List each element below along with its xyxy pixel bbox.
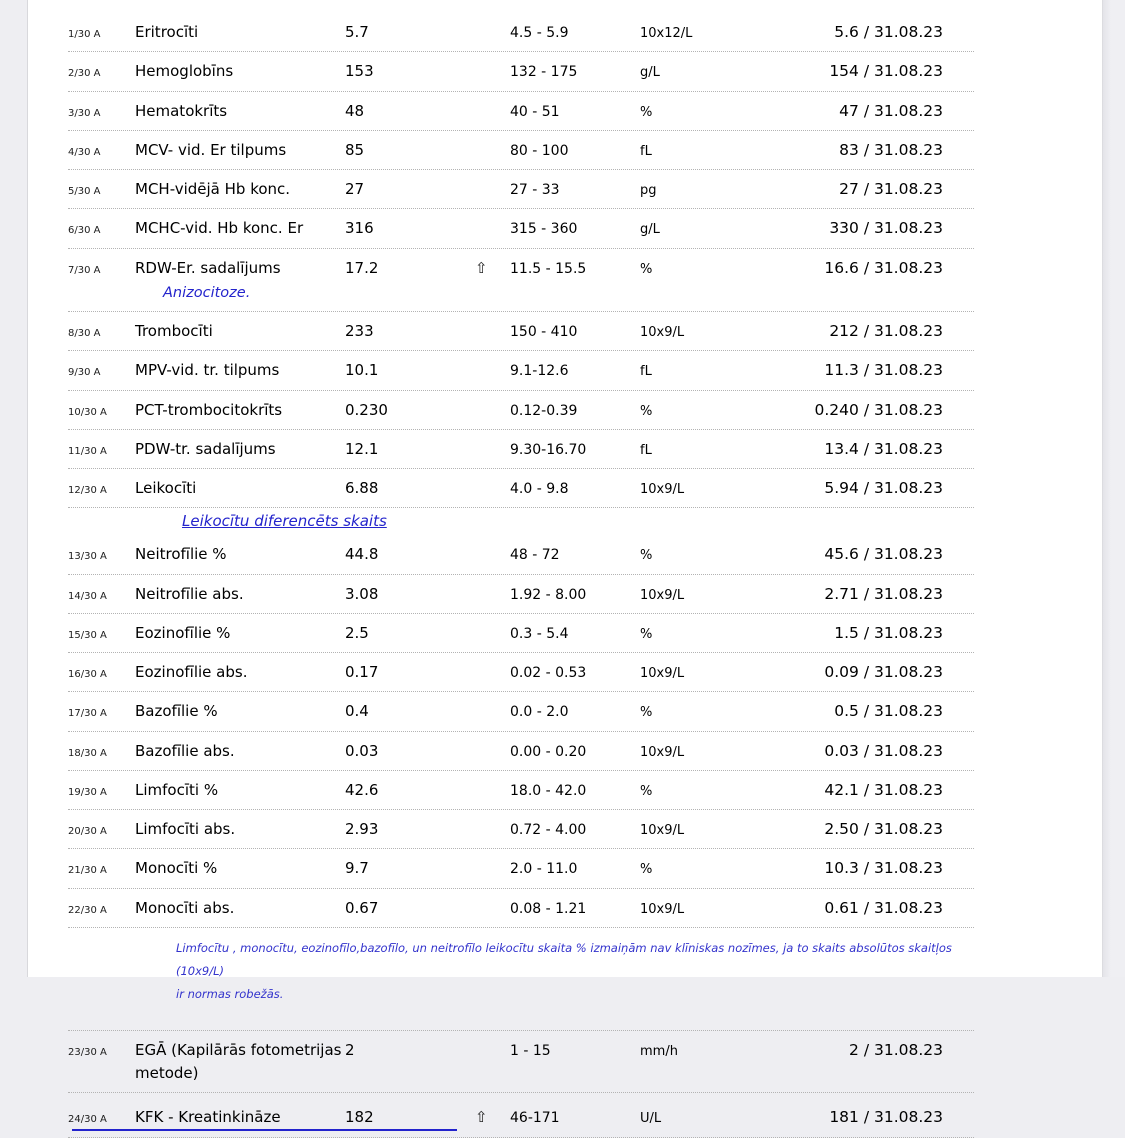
- test-name: [135, 21, 345, 44]
- result-row[interactable]: [68, 92, 974, 131]
- result-value: 5.7: [345, 23, 369, 41]
- row-number: 4/30 A: [68, 146, 101, 158]
- test-name: [135, 583, 345, 606]
- result-row[interactable]: [68, 312, 974, 351]
- row-number: 12/30 A: [68, 485, 107, 497]
- row-number: 21/30 A: [68, 865, 107, 877]
- result-value: 12.1: [345, 439, 379, 458]
- previous-result: 5.94 / 31.08.23: [824, 479, 943, 498]
- result-row[interactable]: [68, 771, 974, 810]
- units: %: [640, 783, 653, 799]
- result-row[interactable]: [68, 692, 974, 731]
- reference-range: 9.30-16.70: [510, 441, 587, 458]
- reference-range: 27 - 33: [510, 182, 560, 198]
- result-row[interactable]: [68, 810, 974, 849]
- result-row[interactable]: [68, 131, 974, 170]
- section-link[interactable]: Leikocītu diferencēts skaits: [182, 512, 387, 531]
- comment-note-line: ir normas robežās.: [176, 986, 284, 1001]
- result-row[interactable]: [68, 535, 974, 574]
- units: pg: [640, 183, 657, 198]
- units: %: [640, 403, 653, 419]
- result-row[interactable]: [68, 170, 974, 209]
- previous-result: 42.1 / 31.08.23: [824, 780, 943, 799]
- reference-range: 80 - 100: [510, 142, 569, 159]
- units: 10x9/L: [640, 901, 685, 917]
- test-name-text: MCH-vidējā Hb konc.: [135, 180, 291, 198]
- test-name-text: PCT-trombocitokrīts: [135, 400, 283, 419]
- up-arrow-icon: ⇧: [475, 258, 488, 277]
- result-row[interactable]: [68, 249, 974, 313]
- row-number: 5/30 A: [68, 186, 101, 197]
- previous-result: 2 / 31.08.23: [849, 1040, 943, 1059]
- test-name: [135, 779, 345, 802]
- test-name: [135, 622, 345, 645]
- row-number: 7/30 A: [68, 264, 101, 276]
- row-number: 17/30 A: [68, 708, 107, 720]
- reference-range: 46-171: [510, 1110, 560, 1127]
- previous-result: 10.3 / 31.08.23: [824, 859, 943, 878]
- flag-cell: [475, 1108, 510, 1126]
- reference-range: 1.92 - 8.00: [510, 586, 587, 603]
- test-name-text: Monocīti abs.: [135, 898, 235, 917]
- test-name: [135, 543, 345, 566]
- test-name: [135, 661, 345, 684]
- units: g/L: [640, 65, 660, 81]
- reference-range: 18.0 - 42.0: [510, 782, 587, 799]
- previous-result: 2.71 / 31.08.23: [824, 584, 943, 603]
- test-name-text: EGĀ (Kapilārās fotometrijas metode): [135, 1040, 342, 1083]
- previous-result: 212 / 31.08.23: [829, 322, 943, 341]
- result-row[interactable]: [68, 351, 974, 390]
- result-row[interactable]: [68, 1098, 974, 1137]
- row-number: 11/30 A: [68, 445, 107, 457]
- units: 10x12/L: [640, 26, 693, 41]
- reference-range: 0.12-0.39: [510, 402, 578, 419]
- test-name: [135, 320, 345, 343]
- test-name: [135, 897, 345, 920]
- test-name: [135, 477, 345, 500]
- test-name-text: Leikocīti: [135, 479, 197, 498]
- comment-note: [68, 928, 974, 1031]
- units: U/L: [640, 1111, 662, 1127]
- previous-result: 16.6 / 31.08.23: [824, 258, 943, 277]
- row-number: 8/30 A: [68, 328, 101, 340]
- units: 10x9/L: [640, 587, 685, 603]
- reference-range: 40 - 51: [510, 103, 560, 120]
- result-value: 182: [345, 1108, 374, 1127]
- up-arrow-icon: ⇧: [475, 1108, 488, 1127]
- test-name: [135, 217, 345, 240]
- reference-range: 2.0 - 11.0: [510, 861, 578, 878]
- reference-range: 315 - 360: [510, 221, 578, 238]
- row-number: 22/30 A: [68, 904, 107, 916]
- result-value: 233: [345, 322, 374, 341]
- units: 10x9/L: [640, 744, 685, 760]
- units: %: [640, 705, 653, 721]
- result-row[interactable]: [68, 889, 974, 928]
- test-name-text: Eritrocīti: [135, 23, 199, 41]
- reference-range: 48 - 72: [510, 547, 560, 564]
- result-row[interactable]: [68, 430, 974, 469]
- test-name-text: Hematokrīts: [135, 101, 228, 120]
- result-row[interactable]: [68, 614, 974, 653]
- result-value: 17.2: [345, 258, 379, 277]
- row-number: 18/30 A: [68, 747, 107, 759]
- row-number: 6/30 A: [68, 225, 101, 237]
- results-list: [68, 0, 974, 1138]
- reference-range: 1 - 15: [510, 1042, 551, 1059]
- previous-result: 45.6 / 31.08.23: [824, 545, 943, 564]
- result-value: 2: [345, 1040, 355, 1059]
- test-name-text: Limfocīti %: [135, 780, 219, 799]
- previous-result: 0.61 / 31.08.23: [824, 898, 943, 917]
- row-number: 15/30 A: [68, 629, 107, 641]
- row-number: 20/30 A: [68, 826, 107, 838]
- result-value: 0.17: [345, 663, 379, 682]
- result-value: 2.93: [345, 820, 379, 839]
- result-row[interactable]: [68, 469, 974, 508]
- reference-range: 0.3 - 5.4: [510, 625, 569, 642]
- reference-range: 0.00 - 0.20: [510, 743, 587, 760]
- result-row[interactable]: [68, 732, 974, 771]
- previous-result: 154 / 31.08.23: [829, 62, 943, 81]
- section-link-wrap: [68, 508, 974, 535]
- previous-result: 27 / 31.08.23: [839, 180, 943, 198]
- test-name: [135, 100, 345, 123]
- test-name-text: Neitrofīlie abs.: [135, 584, 244, 603]
- test-name-text: MCV- vid. Er tilpums: [135, 140, 287, 159]
- reference-range: 0.02 - 0.53: [510, 665, 587, 682]
- previous-result: 0.240 / 31.08.23: [814, 400, 943, 419]
- row-underline: [72, 1129, 457, 1131]
- reference-range: 9.1-12.6: [510, 363, 569, 380]
- test-name-text: MPV-vid. tr. tilpums: [135, 361, 280, 380]
- result-value: 2.5: [345, 623, 369, 642]
- test-name: [135, 818, 345, 841]
- units: %: [640, 626, 653, 642]
- previous-result: 83 / 31.08.23: [839, 140, 943, 159]
- test-name: [135, 740, 345, 763]
- result-row[interactable]: [68, 849, 974, 888]
- test-name-text: Eozinofīlie %: [135, 623, 231, 642]
- test-name-text: Bazofīlie %: [135, 702, 218, 721]
- reference-range: 4.5 - 5.9: [510, 25, 569, 41]
- test-name-text: Eozinofīlie abs.: [135, 663, 248, 682]
- test-name: [135, 139, 345, 162]
- comment-note-line: Limfocītu , monocītu, eozinofīlo,bazofīlo, un neitrofīlo leikocītu skaita % izmaiņām nav klīniskas nozīmes, ja to skaits absolūtos skaitļos (10x9/L): [176, 940, 952, 978]
- units: fL: [640, 364, 652, 380]
- test-name: [135, 178, 345, 201]
- row-number: 16/30 A: [68, 669, 107, 681]
- right-scroll-gutter[interactable]: [1102, 0, 1125, 977]
- previous-result: 0.09 / 31.08.23: [824, 663, 943, 682]
- previous-result: 11.3 / 31.08.23: [824, 361, 943, 380]
- row-number: 24/30 A: [68, 1114, 107, 1126]
- lab-results-page: [28, 0, 1103, 1127]
- previous-result: 5.6 / 31.08.23: [834, 23, 943, 41]
- result-value: 10.1: [345, 361, 379, 380]
- test-name: [135, 60, 345, 83]
- test-name-text: Hemoglobīns: [135, 62, 234, 81]
- result-value: 9.7: [345, 859, 369, 878]
- test-name: [135, 1039, 345, 1086]
- units: fL: [640, 442, 652, 458]
- row-number: 19/30 A: [68, 786, 107, 798]
- row-number: 23/30 A: [68, 1046, 107, 1058]
- result-comment: Anizocitoze.: [163, 284, 251, 301]
- units: fL: [640, 143, 652, 159]
- test-name: [135, 438, 345, 461]
- test-name: [135, 359, 345, 382]
- result-value: 0.230: [345, 400, 388, 419]
- reference-range: 0.72 - 4.00: [510, 822, 587, 839]
- units: 10x9/L: [640, 482, 685, 498]
- result-value: 48: [345, 101, 365, 120]
- result-row[interactable]: [68, 575, 974, 614]
- test-name-text: Bazofīlie abs.: [135, 741, 235, 760]
- reference-range: 150 - 410: [510, 324, 578, 341]
- reference-range: 0.0 - 2.0: [510, 704, 569, 721]
- result-row[interactable]: [68, 13, 974, 52]
- result-row[interactable]: [68, 1031, 974, 1094]
- test-name: [135, 399, 345, 422]
- row-number: 9/30 A: [68, 367, 101, 379]
- result-row[interactable]: [68, 653, 974, 692]
- previous-result: 13.4 / 31.08.23: [824, 439, 943, 458]
- units: %: [640, 104, 653, 120]
- row-number: 2/30 A: [68, 68, 101, 80]
- test-name-text: Neitrofīlie %: [135, 545, 227, 564]
- units: %: [640, 261, 653, 277]
- result-value: 0.03: [345, 741, 379, 760]
- flag-cell: [475, 259, 510, 277]
- row-number: 14/30 A: [68, 590, 107, 602]
- result-value: 6.88: [345, 479, 379, 498]
- test-name: [135, 1106, 345, 1129]
- test-name-text: PDW-tr. sadalījums: [135, 439, 276, 458]
- previous-result: 0.03 / 31.08.23: [824, 741, 943, 760]
- previous-result: 1.5 / 31.08.23: [834, 623, 943, 642]
- previous-result: 47 / 31.08.23: [839, 101, 943, 120]
- result-value: 42.6: [345, 780, 379, 799]
- result-value: 153: [345, 62, 374, 81]
- result-value: 3.08: [345, 584, 379, 603]
- test-name-text: Monocīti %: [135, 859, 218, 878]
- result-value: 316: [345, 219, 374, 238]
- units: %: [640, 862, 653, 878]
- test-name-text: Trombocīti: [135, 322, 213, 341]
- left-margin: [0, 0, 28, 977]
- units: 10x9/L: [640, 823, 685, 839]
- test-name-text: KFK - Kreatinkināze: [135, 1108, 281, 1127]
- row-number: 1/30 A: [68, 29, 101, 40]
- previous-result: 0.5 / 31.08.23: [834, 702, 943, 721]
- result-value: 44.8: [345, 545, 379, 564]
- test-name: [135, 700, 345, 723]
- reference-range: 11.5 - 15.5: [510, 260, 587, 277]
- reference-range: 4.0 - 9.8: [510, 481, 569, 498]
- previous-result: 181 / 31.08.23: [829, 1108, 943, 1127]
- reference-range: 0.08 - 1.21: [510, 900, 587, 917]
- row-number: 10/30 A: [68, 406, 107, 418]
- result-value: 0.67: [345, 898, 379, 917]
- units: g/L: [640, 222, 660, 238]
- previous-result: 2.50 / 31.08.23: [824, 820, 943, 839]
- result-value: 85: [345, 140, 365, 159]
- test-name-text: MCHC-vid. Hb konc. Er: [135, 219, 304, 238]
- test-name: [135, 857, 345, 880]
- result-row[interactable]: [68, 209, 974, 248]
- test-name-text: RDW-Er. sadalījums: [135, 258, 281, 277]
- test-name: [135, 257, 345, 305]
- result-row[interactable]: [68, 391, 974, 430]
- result-row[interactable]: [68, 52, 974, 91]
- units: %: [640, 548, 653, 564]
- units: 10x9/L: [640, 325, 685, 341]
- reference-range: 132 - 175: [510, 64, 578, 81]
- result-value: 0.4: [345, 702, 369, 721]
- row-number: 13/30 A: [68, 551, 107, 563]
- row-number: 3/30 A: [68, 107, 101, 119]
- units: 10x9/L: [640, 666, 685, 682]
- test-name-text: Limfocīti abs.: [135, 820, 236, 839]
- previous-result: 330 / 31.08.23: [829, 219, 943, 238]
- units: mm/h: [640, 1043, 678, 1059]
- result-value: 27: [345, 180, 365, 198]
